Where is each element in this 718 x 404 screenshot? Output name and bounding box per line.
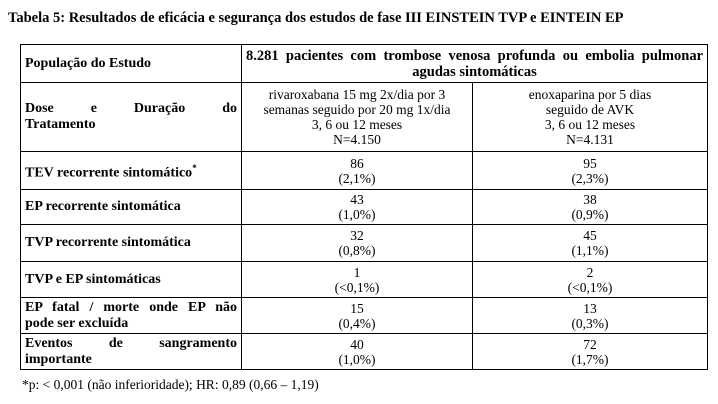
table-row — [21, 152, 708, 190]
riva-dose-line3: 3, 6 ou 12 meses — [311, 117, 403, 132]
riva-cell — [242, 262, 473, 298]
row-label: TVP e EP sintomáticas — [21, 262, 242, 298]
table-row — [21, 190, 708, 225]
riva-dose-line2: semanas seguido por 20 mg 1x/dia — [263, 102, 451, 117]
row-label-text: TEV recorrente sintomático — [25, 165, 193, 181]
enox-percent: (0,3%) — [571, 315, 609, 331]
enox-cell — [473, 298, 708, 334]
dose-label — [21, 83, 242, 152]
riva-count: 15 — [350, 300, 364, 316]
row-label — [21, 152, 242, 190]
row-label-line1: Eventos de sangramento — [25, 335, 237, 351]
table-row — [21, 298, 708, 334]
table-row — [21, 262, 708, 298]
enox-dose-line1: enoxaparina por 5 dias — [528, 87, 652, 102]
enox-count: 95 — [583, 155, 597, 171]
results-table — [20, 44, 708, 370]
enox-count: 38 — [583, 192, 597, 207]
riva-count: 32 — [350, 228, 364, 243]
enox-cell — [473, 152, 708, 190]
enox-percent: (<0,1%) — [567, 279, 613, 295]
footnote: *p: < 0,001 (não inferioridade); HR: 0,89 (0,66 – 1,19) — [22, 377, 319, 392]
enox-cell — [473, 190, 708, 225]
row-label: EP recorrente sintomática — [21, 190, 242, 225]
dose-rivaroxaban — [242, 83, 473, 152]
enox-percent: (2,3%) — [571, 170, 609, 186]
riva-count: 1 — [353, 264, 361, 280]
riva-percent: (0,8%) — [338, 243, 376, 258]
enox-percent: (0,9%) — [571, 207, 609, 222]
riva-dose-line4: N=4.150 — [333, 132, 381, 147]
table-row-population — [21, 45, 708, 83]
riva-cell — [242, 190, 473, 225]
riva-percent: (1,0%) — [338, 351, 376, 367]
enox-dose-line4: N=4.131 — [566, 132, 614, 147]
row-label-line1: EP fatal / morte onde EP não — [25, 299, 237, 315]
riva-percent: (2,1%) — [338, 170, 376, 186]
table-title: Tabela 5: Resultados de eficácia e segurança dos estudos de fase III EINSTEIN TVP e EINTEIN EP — [8, 10, 624, 26]
enox-dose-line2: seguido de AVK — [545, 102, 635, 117]
row-label-line2: pode ser excluída — [25, 315, 129, 331]
riva-cell — [242, 225, 473, 262]
footnote-marker: * — [192, 162, 197, 173]
row-label: TVP recorrente sintomática — [21, 225, 242, 262]
table-row — [21, 225, 708, 262]
enox-cell — [473, 225, 708, 262]
riva-cell — [242, 298, 473, 334]
riva-count: 40 — [350, 336, 364, 352]
riva-cell — [242, 334, 473, 370]
enox-count: 13 — [583, 300, 597, 316]
dose-enoxaparin — [473, 83, 708, 152]
enox-count: 2 — [586, 264, 594, 280]
enox-count: 72 — [583, 336, 597, 352]
riva-percent: (0,4%) — [338, 315, 376, 331]
enox-percent: (1,1%) — [571, 243, 609, 258]
riva-count: 86 — [350, 155, 364, 171]
table-row — [21, 334, 708, 370]
enox-count: 45 — [583, 228, 597, 243]
riva-cell — [242, 152, 473, 190]
enox-cell — [473, 334, 708, 370]
population-value: 8.281 pacientes com trombose venosa profunda ou embolia pulmonar agudas sintomáticas — [242, 45, 708, 83]
enox-dose-line3: 3, 6 ou 12 meses — [544, 117, 636, 132]
enox-cell — [473, 262, 708, 298]
dose-label-line2: Tratamento — [25, 117, 96, 132]
row-label — [21, 298, 242, 334]
riva-percent: (1,0%) — [338, 207, 376, 222]
row-label — [21, 334, 242, 370]
population-label: População do Estudo — [21, 45, 242, 83]
riva-count: 43 — [350, 192, 364, 207]
enox-percent: (1,7%) — [571, 351, 609, 367]
riva-dose-line1: rivaroxabana 15 mg 2x/dia por 3 — [268, 87, 446, 102]
riva-percent: (<0,1%) — [334, 279, 380, 295]
table-row-dose — [21, 83, 708, 152]
row-label-line2: importante — [25, 351, 92, 367]
dose-label-line1: Dose e Duração do — [25, 101, 237, 116]
